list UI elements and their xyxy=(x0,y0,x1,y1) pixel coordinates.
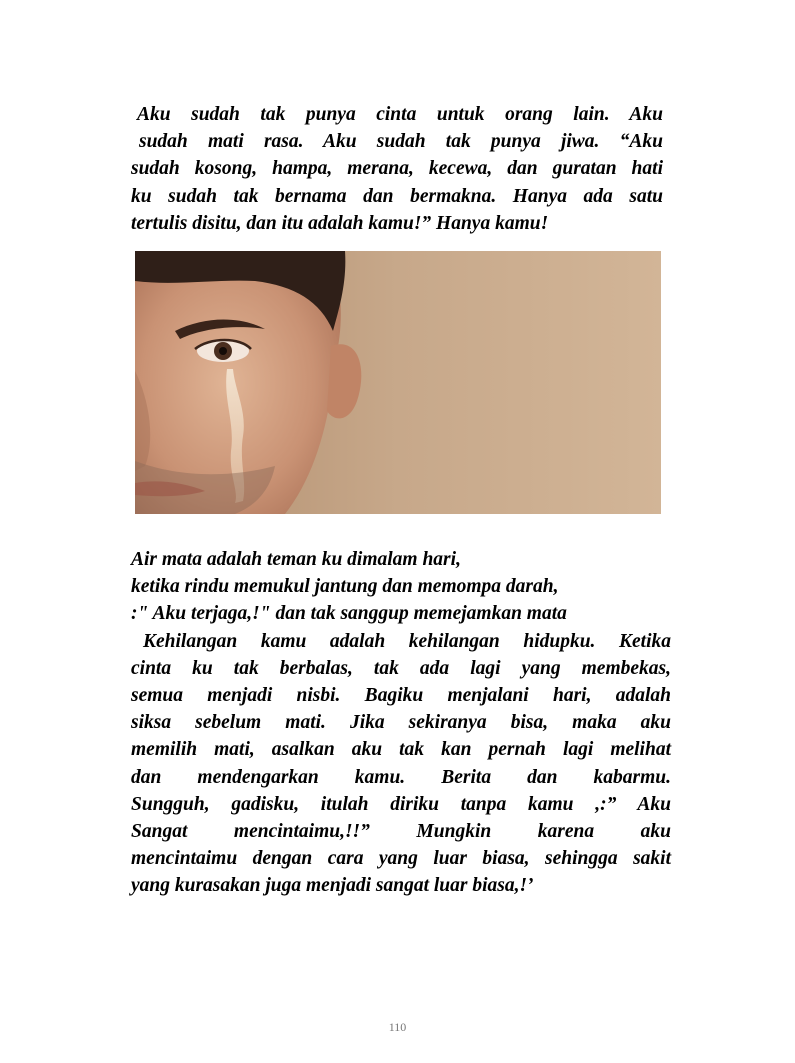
text-line: sudah kosong, hampa, merana, kecewa, dan guratan hati xyxy=(131,158,663,180)
paragraph-intro xyxy=(131,101,663,237)
text-line: Kehilangan kamu adalah kehilangan hidupku. Ketika xyxy=(143,630,671,652)
text-line: :" Aku terjaga,!" dan tak sanggup memejamkan mata xyxy=(131,603,567,625)
text-line: ketika rindu memukul jantung dan memompa darah, xyxy=(131,576,559,598)
text-line: memilih mati, asalkan aku tak kan pernah lagi melihat xyxy=(131,739,671,761)
text-line: tertulis disitu, dan itu adalah kamu!” Hanya kamu! xyxy=(131,212,549,234)
paragraph-main xyxy=(131,546,671,900)
text-line: sudah mati rasa. Aku sudah tak punya jiwa. “Aku xyxy=(139,131,663,153)
text-line: semua menjadi nisbi. Bagiku menjalani hari, adalah xyxy=(131,685,671,707)
text-line: yang kurasakan juga menjadi sangat luar biasa,!’ xyxy=(131,875,534,897)
text-line: mencintaimu dengan cara yang luar biasa, sehingga sakit xyxy=(131,848,671,870)
text-line: siksa sebelum mati. Jika sekiranya bisa, maka aku xyxy=(131,712,671,734)
text-line: Sungguh, gadisku, itulah diriku tanpa kamu ,:” Aku xyxy=(131,793,671,815)
text-line: ku sudah tak bernama dan bermakna. Hanya ada satu xyxy=(131,185,663,207)
page-number: 110 xyxy=(388,1020,407,1034)
text-line: Sangat mencintaimu,!!” Mungkin karena aku xyxy=(131,821,671,843)
crying-man-photo xyxy=(135,251,661,514)
text-line: Aku sudah tak punya cinta untuk orang lain. Aku xyxy=(137,104,663,125)
text-line: Air mata adalah teman ku dimalam hari, xyxy=(131,549,461,570)
text-line: cinta ku tak berbalas, tak ada lagi yang membekas, xyxy=(131,657,671,679)
text-line: dan mendengarkan kamu. Berita dan kabarmu. xyxy=(131,766,671,788)
